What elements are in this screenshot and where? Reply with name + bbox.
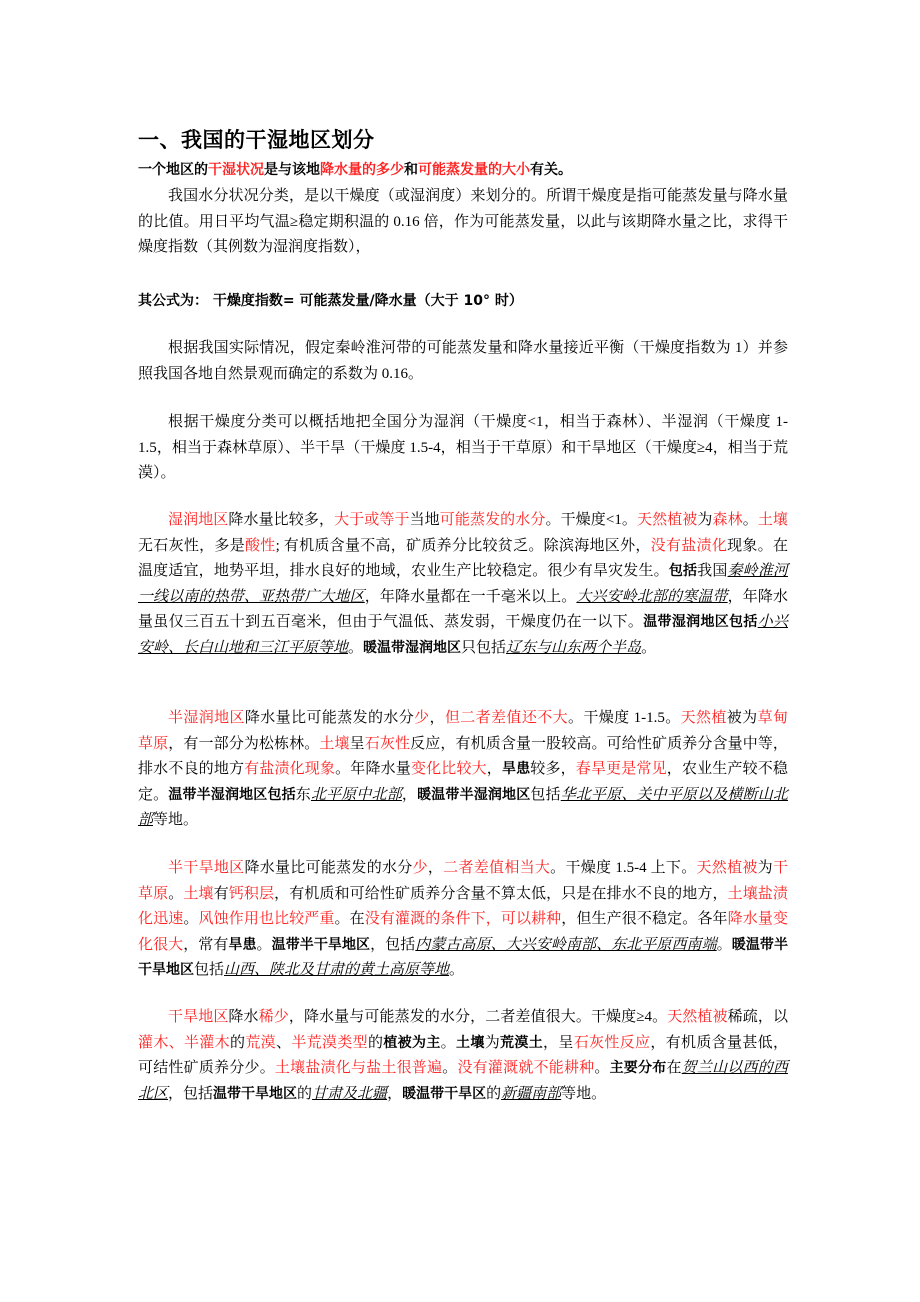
text-run: 。 [742, 512, 758, 528]
text-run: 。干燥度 1-1.5。 [567, 710, 681, 726]
text-run: 植被为主 [383, 1034, 441, 1051]
text-run: 。 [442, 1060, 458, 1076]
text-run: 较多， [530, 761, 576, 777]
text-run: 为 [757, 860, 773, 876]
text-run: 天然植被 [637, 512, 698, 528]
humid-region-paragraph [138, 508, 788, 661]
text-run: 钙积层 [228, 885, 275, 902]
text-run: 大于或等于 [334, 512, 410, 528]
text-run: 没有盐渍化 [650, 537, 728, 554]
text-run: ，有一部分为松栋林。 [168, 735, 320, 752]
text-run: 主要分布 [609, 1060, 667, 1076]
text-run: 小兴安岭、长白山地和三江平原等地 [138, 614, 788, 656]
text-run: 酸性 [245, 537, 276, 554]
formula-line: 其公式为： 干燥度指数= 可能蒸发量/降水量（大于 10° 时） [138, 293, 523, 309]
text-run: 湿润地区 [168, 512, 229, 528]
text-run: 为 [697, 512, 713, 528]
text-run: 土壤 [319, 735, 350, 752]
text-run: 内蒙古高原、大兴安岭南部、东北平原西南端 [415, 936, 717, 953]
text-run: 石灰性反应 [573, 1034, 651, 1051]
text-run: 反应，有机质含量一股较高。可给性矿质养分含量中等，排水不良的地方 [138, 735, 788, 777]
text-run: 。 [348, 639, 364, 656]
dryness-definition-paragraph: 我国水分状况分类，是以干燥度（或湿润度）来划分的。所谓干燥度是指可能蒸发量与降水量的比值。用日平均气温≥稳定期积温的 0.16 倍，作为可能蒸发量，以此与该期降水量之比，求得干燥度指数（其例数为湿润度指数）， [138, 188, 788, 255]
text-run: 但二者差值还不大 [444, 710, 568, 726]
text-run: 有 [213, 885, 229, 902]
text-run: 等地。 [153, 812, 199, 828]
text-run: 等地。 [561, 1085, 607, 1102]
text-run: ，年降水量虽仅三百五十到五百毫米，但由于气温低、蒸发弱，干燥度仍在一以下。 [138, 588, 788, 630]
arid-region-paragraph [138, 1005, 788, 1107]
text-run: 辽东与山东两个半岛 [506, 639, 642, 656]
text-run: 降水量比较多， [228, 512, 335, 528]
text-run: 山西、陕北及甘肃的黄土高原等地 [224, 962, 450, 978]
text-run: 半干旱地区 [168, 860, 245, 876]
text-run: 少 [414, 710, 430, 726]
text-run: 温带湿润地区包括 [643, 614, 758, 630]
text-run: ， [427, 860, 444, 876]
text-run: 。年降水量 [335, 761, 411, 777]
text-run: 的 [368, 1034, 384, 1051]
classification-paragraph: 根据干燥度分类可以概括地把全国分为湿润（干燥度<1，相当于森林）、半湿润（干燥度 1-1.5，相当于森林草原）、半干旱（干燥度 1.5-4，相当于干草原）和干旱地区（干燥度≥4，相当于荒漠）。 [138, 414, 788, 481]
text-run: 在 [666, 1060, 682, 1076]
text-run: 石灰性 [364, 735, 411, 752]
text-run: ，降水量与可能蒸发的水分，二者差值很大。干燥度≥4。 [288, 1009, 668, 1025]
text-run: ，呈 [543, 1034, 574, 1051]
text-run: 为 [484, 1034, 501, 1051]
text-run: 暖温带干旱区 [402, 1085, 487, 1102]
text-run: ， [401, 786, 418, 803]
text-run: 变化比较大 [410, 761, 487, 777]
text-run: ，有机质含量甚低，可结性矿质养分少。 [138, 1034, 788, 1076]
text-run: 暖温带半湿润地区 [417, 786, 531, 803]
text-run: 当地 [409, 512, 440, 528]
text-run: 、 [276, 1034, 292, 1051]
text-run: ， [429, 710, 445, 726]
text-run: ， [486, 761, 502, 777]
text-run: 温带干旱地区 [213, 1085, 298, 1102]
text-run: 没有灌溉就不能耕种 [457, 1060, 595, 1076]
text-run: ，但生产很不稳定。各年 [561, 911, 728, 927]
text-run: 有关。 [530, 162, 572, 178]
text-run: 温带半干旱地区 [271, 936, 371, 953]
text-run: 春旱更是常见 [575, 761, 667, 777]
text-run: 。 [168, 885, 184, 902]
text-run: 只包括 [461, 639, 507, 656]
text-run: 风蚀作用也比较严重 [198, 911, 335, 927]
text-run: ，农业生产较不稳定。 [138, 761, 788, 803]
text-run: 土壤 [456, 1034, 485, 1051]
text-run: 降水量比可能蒸发的水分 [244, 710, 415, 726]
text-run: 北平原中北部 [310, 786, 402, 803]
text-run: 贺兰山以西的西北区 [138, 1060, 788, 1102]
text-run: 。 [256, 936, 272, 953]
text-run: 被为 [726, 710, 758, 726]
text-run: 没有灌溉的条件下，可以耕种 [364, 911, 562, 927]
text-run: 暖温带湿润地区 [363, 639, 462, 656]
text-run: 现象。在温度适宜，地势平坦，排水良好的地域，农业生产比较稳定。很少有旱灾发生。 [138, 537, 788, 579]
text-run: 干湿状况 [208, 162, 264, 178]
text-run: 。干燥度<1。 [545, 512, 638, 528]
text-run: ; 有机质含量不高，矿质养分比较贫乏。除滨海地区外， [275, 537, 651, 554]
text-run: ，常有 [183, 936, 229, 953]
text-run: ，年降水量都在一千毫米以上。 [364, 588, 577, 605]
text-run: 。 [641, 639, 657, 656]
text-run: ，包括 [168, 1085, 214, 1102]
text-run: 。干燥度 1.5-4 上下。 [550, 860, 697, 876]
text-run: 土壤盐渍化迅速 [138, 885, 788, 927]
text-run: 降水量变化很大 [138, 911, 788, 953]
text-run: 降水 [228, 1009, 259, 1025]
text-run: 。 [183, 911, 199, 927]
text-run: 降水量比可能蒸发的水分 [244, 860, 413, 876]
text-run: 降水量的多少 [320, 162, 404, 178]
text-run: 旱患 [228, 936, 257, 953]
semihumid-region-paragraph [138, 706, 788, 834]
text-run: 包括 [530, 786, 561, 803]
text-run: 森林 [712, 512, 743, 528]
text-run: 是与该地 [264, 162, 320, 178]
text-run: 天然植被 [696, 860, 758, 876]
text-run: 秦岭淮河一线以南的热带、亚热带广大地区 [138, 563, 788, 605]
text-run: 。在 [334, 911, 365, 927]
text-run: 。 [716, 936, 732, 953]
text-run: ， [387, 1085, 403, 1102]
text-run: 甘肃及北疆 [312, 1085, 388, 1102]
text-run: 干草原 [138, 860, 788, 902]
text-run: 土壤 [183, 885, 214, 902]
text-run: 干旱地区 [168, 1009, 229, 1025]
text-run: ，有机质和可给性矿质养分含量不算太低，只是在排水不良的地方， [274, 885, 728, 902]
text-run: 东 [295, 786, 311, 803]
text-run: 一个地区的 [138, 162, 208, 178]
text-run: 天然植被 [667, 1009, 728, 1025]
text-run: 半荒漠类型 [291, 1034, 368, 1051]
text-run: 稀疏，以 [727, 1009, 788, 1025]
section-title: 一、我国的干湿地区划分 [138, 128, 375, 152]
text-run: 包括 [668, 563, 698, 579]
text-run: 包括 [194, 962, 225, 978]
text-run: 二者差值相当大 [443, 860, 551, 876]
text-run: 温带半湿润地区包括 [168, 786, 296, 803]
text-run: 的 [229, 1034, 246, 1051]
text-run: 旱患 [501, 761, 531, 777]
text-run: 无石灰性，多是 [138, 537, 246, 554]
text-run: 。 [440, 1034, 457, 1051]
text-run: 灌木、半灌木 [138, 1034, 230, 1051]
text-run: 我国 [697, 563, 728, 579]
text-run: 呈 [349, 735, 365, 752]
text-run: 稀少 [258, 1009, 289, 1025]
text-run: 华北平原、关中平原以及横断山北部 [138, 786, 788, 828]
text-run: 天然植 [680, 710, 727, 726]
text-run: 可能蒸发的水分 [439, 512, 546, 528]
semiarid-region-paragraph [138, 856, 788, 984]
text-run: 和 [404, 162, 418, 178]
text-run: 少 [412, 860, 428, 876]
text-run: 的 [486, 1085, 502, 1102]
text-run: 有盐渍化现象 [244, 761, 336, 777]
text-run: 。 [449, 962, 465, 978]
text-run: 土壤盐渍化与盐土很普遍 [274, 1060, 443, 1076]
text-run: 荒漠土 [500, 1034, 544, 1051]
coefficient-paragraph: 根据我国实际情况，假定秦岭淮河带的可能蒸发量和降水量接近平衡（干燥度指数为 1）并参照我国各地自然景观而确定的系数为 0.16。 [138, 340, 788, 382]
text-run: 大兴安岭北部的寒温带 [576, 588, 728, 605]
text-run: 。 [594, 1060, 610, 1076]
intro-paragraph [138, 158, 788, 184]
text-run: ，包括 [370, 936, 416, 953]
text-run: 土壤 [757, 512, 788, 528]
text-run: 的 [297, 1085, 313, 1102]
text-run: 可能蒸发量的大小 [418, 162, 530, 178]
text-run: 新疆南部 [501, 1085, 562, 1102]
text-run: 草甸草原 [138, 710, 788, 752]
text-run: 暖温带半干旱地区 [138, 936, 788, 978]
text-run: 半湿润地区 [168, 710, 245, 726]
text-run: 荒漠 [245, 1034, 276, 1051]
